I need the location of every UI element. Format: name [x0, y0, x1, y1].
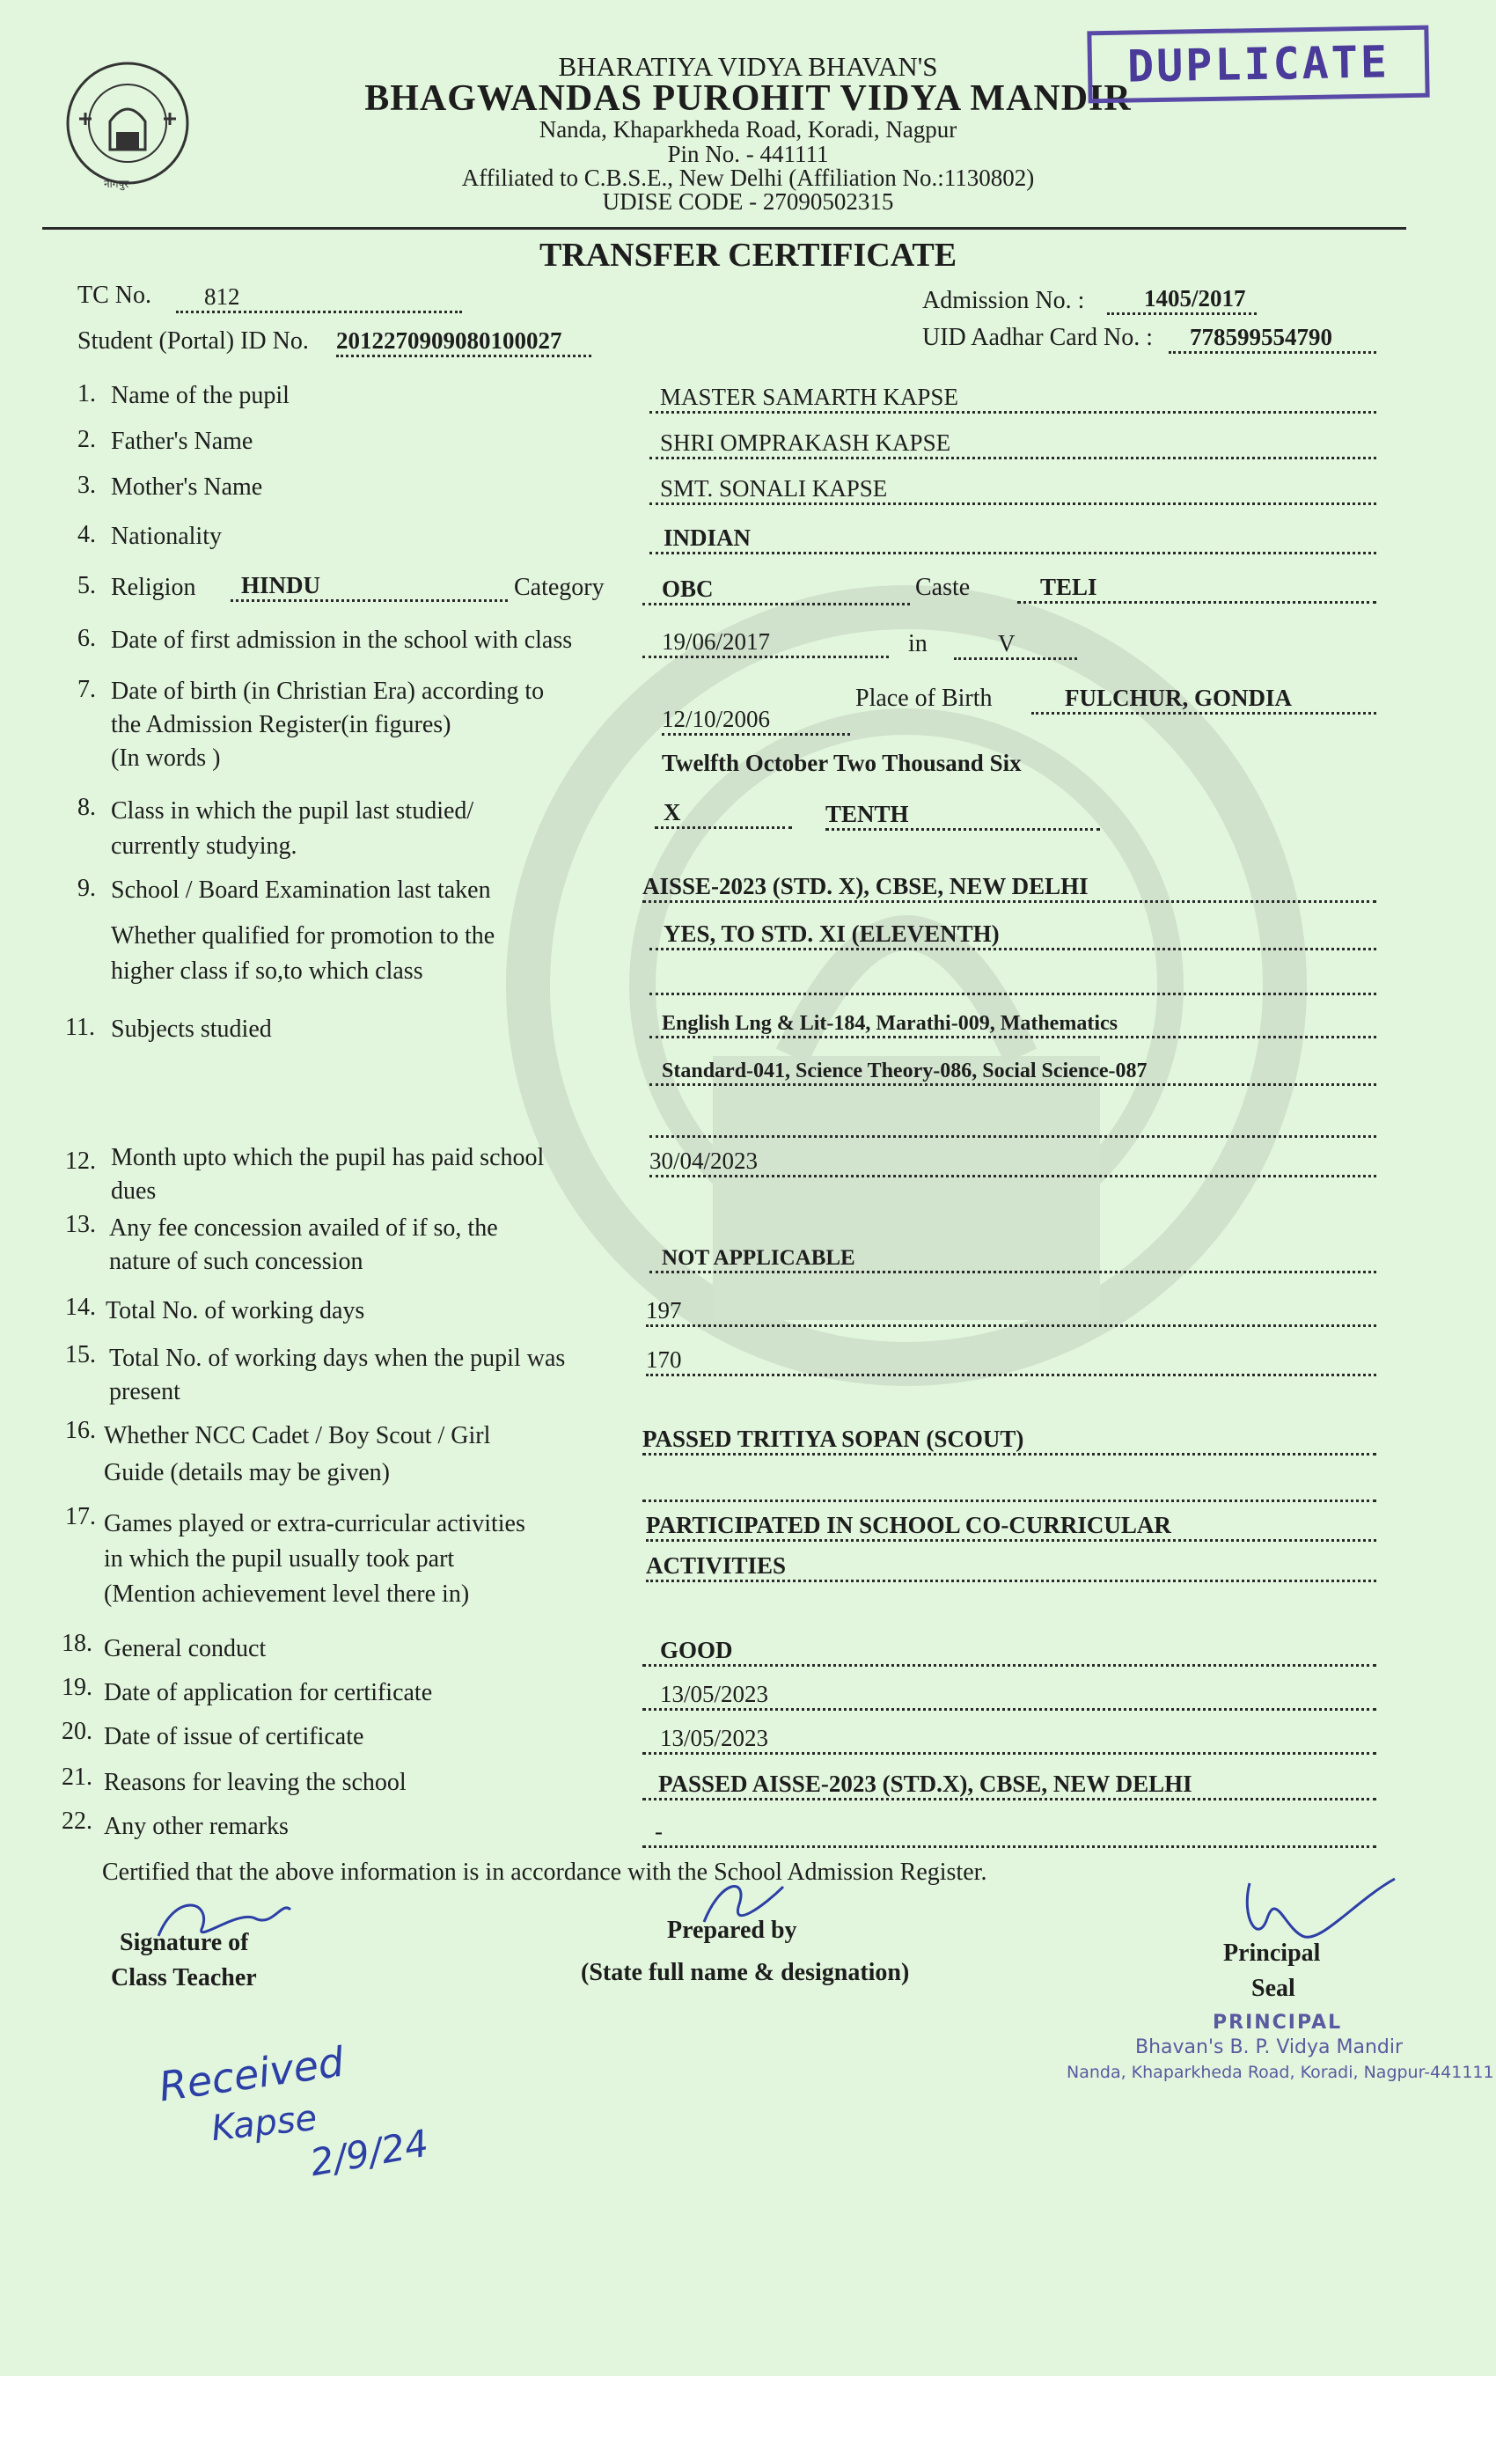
field-10-label-b: higher class if so,to which class	[111, 957, 423, 985]
field-1-label: Name of the pupil	[111, 382, 290, 409]
field-6-label: Date of first admission in the school with class	[111, 627, 573, 654]
field-15-value: 170	[646, 1346, 1376, 1376]
preparer-signature	[695, 1869, 801, 1940]
field-5-number: 5.	[77, 572, 96, 599]
field-8-number: 8.	[77, 794, 96, 821]
admission-class-value: V	[954, 630, 1077, 660]
category-value: OBC	[642, 576, 910, 605]
field-17-label-c: (Mention achievement level there in)	[104, 1580, 470, 1608]
field-9-value: AISSE-2023 (STD. X), CBSE, NEW DELHI	[642, 873, 1376, 903]
place-of-birth-label: Place of Birth	[855, 685, 993, 712]
subjects-blank-line	[649, 1135, 1376, 1138]
field-7-number: 7.	[77, 676, 96, 703]
principal-signature	[1232, 1866, 1399, 1971]
field-14-label: Total No. of working days	[106, 1297, 365, 1324]
field-12-number: 12.	[65, 1148, 96, 1175]
field-22-value: -	[642, 1818, 1376, 1848]
field-18-value: GOOD	[642, 1637, 1376, 1667]
field-4-value: INDIAN	[649, 524, 1376, 554]
admission-value: 1405/2017	[1107, 285, 1257, 315]
portal-id-value: 2012270909080100027	[336, 327, 591, 357]
field-10-value: YES, TO STD. XI (ELEVENTH)	[649, 920, 1376, 950]
aadhar-label: UID Aadhar Card No. :	[922, 324, 1154, 351]
sig-class-teacher-line2: Class Teacher	[111, 1964, 257, 1991]
field-16-number: 16.	[65, 1417, 96, 1444]
field-12-label-a: Month upto which the pupil has paid school	[111, 1144, 545, 1171]
field-19-value: 13/05/2023	[642, 1681, 1376, 1711]
field-9-label: School / Board Examination last taken	[111, 876, 491, 904]
last-class-figures-value: X	[655, 799, 792, 829]
category-label: Category	[514, 574, 605, 601]
field-1-number: 1.	[77, 380, 96, 407]
subjects-line-2: Standard-041, Science Theory-086, Social Science-087	[649, 1060, 1376, 1086]
field-20-label: Date of issue of certificate	[104, 1723, 364, 1750]
seal-label: Seal	[1251, 1975, 1295, 2002]
field-15-label-a: Total No. of working days when the pupil was	[109, 1345, 566, 1372]
duplicate-stamp: DUPLICATE	[1087, 26, 1429, 104]
in-label: in	[908, 630, 928, 657]
principal-label: Principal	[1223, 1940, 1321, 1967]
seal-school: Bhavan's B. P. Vidya Mandir	[1135, 2036, 1404, 2058]
field-16-label-a: Whether NCC Cadet / Boy Scout / Girl	[104, 1422, 491, 1449]
field-17-number: 17.	[65, 1503, 96, 1530]
field-16-label-b: Guide (details may be given)	[104, 1459, 391, 1486]
field-20-value: 13/05/2023	[642, 1725, 1376, 1755]
sig-class-teacher-line1: Signature of	[120, 1929, 249, 1956]
last-class-words-value: TENTH	[825, 801, 1100, 831]
field-21-number: 21.	[62, 1764, 92, 1791]
field-16-blank-line	[642, 1500, 1376, 1502]
udise-code: UDISE CODE - 27090502315	[602, 188, 894, 215]
field-21-label: Reasons for leaving the school	[104, 1769, 407, 1796]
received-date: 2/9/24	[306, 2121, 432, 2185]
field-1-value: MASTER SAMARTH KAPSE	[649, 384, 1376, 414]
tc-label: TC No.	[77, 282, 151, 309]
field-7-label-c: (In words )	[111, 744, 221, 772]
field-20-number: 20.	[62, 1718, 92, 1745]
field-11-number: 11.	[65, 1014, 95, 1041]
portal-id-label: Student (Portal) ID No.	[77, 327, 309, 355]
field-16-value: PASSED TRITIYA SOPAN (SCOUT)	[642, 1426, 1376, 1456]
header-rule	[42, 227, 1406, 230]
field-12-label-b: dues	[111, 1177, 157, 1205]
received-signature: Kapse	[209, 2097, 319, 2150]
subjects-line-1: English Lng & Lit-184, Marathi-009, Mathematics	[649, 1012, 1376, 1038]
class-teacher-signature	[141, 1883, 299, 1954]
affiliation: Affiliated to C.B.S.E., New Delhi (Affiliation No.:1130802)	[461, 165, 1035, 191]
religion-value: HINDU	[231, 572, 508, 602]
dob-figures-value: 12/10/2006	[662, 706, 850, 736]
certify-statement: Certified that the above information is in accordance with the School Admission Register.	[102, 1859, 987, 1886]
field-22-label: Any other remarks	[104, 1813, 289, 1840]
field-7-label-b: the Admission Register(in figures)	[111, 711, 451, 738]
school-name: BHAGWANDAS PUROHIT VIDYA MANDIR	[364, 78, 1132, 119]
field-17-value-b: ACTIVITIES	[646, 1552, 1376, 1582]
caste-label: Caste	[915, 574, 971, 601]
aadhar-value: 778599554790	[1169, 324, 1376, 354]
prepared-by-line1: Prepared by	[667, 1917, 797, 1944]
field-6-number: 6.	[77, 625, 96, 652]
field-8-label-a: Class in which the pupil last studied/	[111, 797, 474, 825]
field-2-value: SHRI OMPRAKASH KAPSE	[649, 429, 1376, 459]
address-line1: Nanda, Khaparkheda Road, Koradi, Nagpur	[539, 116, 957, 143]
field-2-number: 2.	[77, 426, 96, 453]
field-14-value: 197	[646, 1297, 1376, 1327]
field-3-value: SMT. SONALI KAPSE	[649, 475, 1376, 505]
field-17-label-a: Games played or extra-curricular activities	[104, 1510, 525, 1537]
field-13-value: NOT APPLICABLE	[649, 1246, 1376, 1273]
field-10-label-a: Whether qualified for promotion to the	[111, 922, 495, 950]
field-4-label: Nationality	[111, 523, 222, 550]
seal-address: Nanda, Khaparkheda Road, Koradi, Nagpur-441111	[1067, 2063, 1494, 2082]
field-13-label-b: nature of such concession	[109, 1248, 363, 1275]
field-12-value: 30/04/2023	[649, 1148, 1376, 1177]
field-8-label-b: currently studying.	[111, 832, 297, 860]
tc-value: 812	[176, 283, 462, 313]
field-4-number: 4.	[77, 521, 96, 548]
field-13-label-a: Any fee concession availed of if so, the	[109, 1214, 498, 1242]
admission-date-value: 19/06/2017	[642, 628, 889, 658]
field-17-value-a: PARTICIPATED IN SCHOOL CO-CURRICULAR	[646, 1512, 1376, 1542]
prepared-by-line2: (State full name & designation)	[581, 1959, 910, 1986]
field-17-label-b: in which the pupil usually took part	[104, 1545, 455, 1573]
place-of-birth-value: FULCHUR, GONDIA	[1031, 685, 1376, 715]
field-14-number: 14.	[65, 1294, 96, 1321]
field-7-label-a: Date of birth (in Christian Era) according to	[111, 678, 545, 705]
received-note: Received	[156, 2037, 348, 2111]
field-21-value: PASSED AISSE-2023 (STD.X), CBSE, NEW DELHI	[642, 1771, 1376, 1800]
field-18-number: 18.	[62, 1630, 92, 1657]
admission-label: Admission No. :	[922, 287, 1085, 314]
field-19-number: 19.	[62, 1674, 92, 1701]
field-13-number: 13.	[65, 1211, 96, 1238]
field-15-number: 15.	[65, 1341, 96, 1368]
field-5-label: Religion	[111, 574, 196, 601]
field-3-label: Mother's Name	[111, 473, 263, 501]
field-19-label: Date of application for certificate	[104, 1679, 433, 1706]
address-line2: Pin No. - 441111	[667, 141, 829, 167]
trust-name: BHARATIYA VIDYA BHAVAN'S	[558, 51, 938, 82]
caste-value: TELI	[1017, 574, 1376, 604]
seal-principal: PRINCIPAL	[1213, 2012, 1343, 2034]
field-15-label-b: present	[109, 1378, 180, 1405]
certificate-title: TRANSFER CERTIFICATE	[539, 237, 957, 274]
field-10-blank-line	[649, 993, 1376, 995]
field-18-label: General conduct	[104, 1635, 267, 1662]
field-3-number: 3.	[77, 472, 96, 499]
logo-city-text: नागपुर	[104, 178, 129, 190]
dob-words-value: Twelfth October Two Thousand Six	[662, 750, 1022, 776]
field-22-number: 22.	[62, 1808, 92, 1835]
field-9-number: 9.	[77, 875, 96, 902]
field-2-label: Father's Name	[111, 428, 253, 455]
field-11-label: Subjects studied	[111, 1016, 272, 1043]
